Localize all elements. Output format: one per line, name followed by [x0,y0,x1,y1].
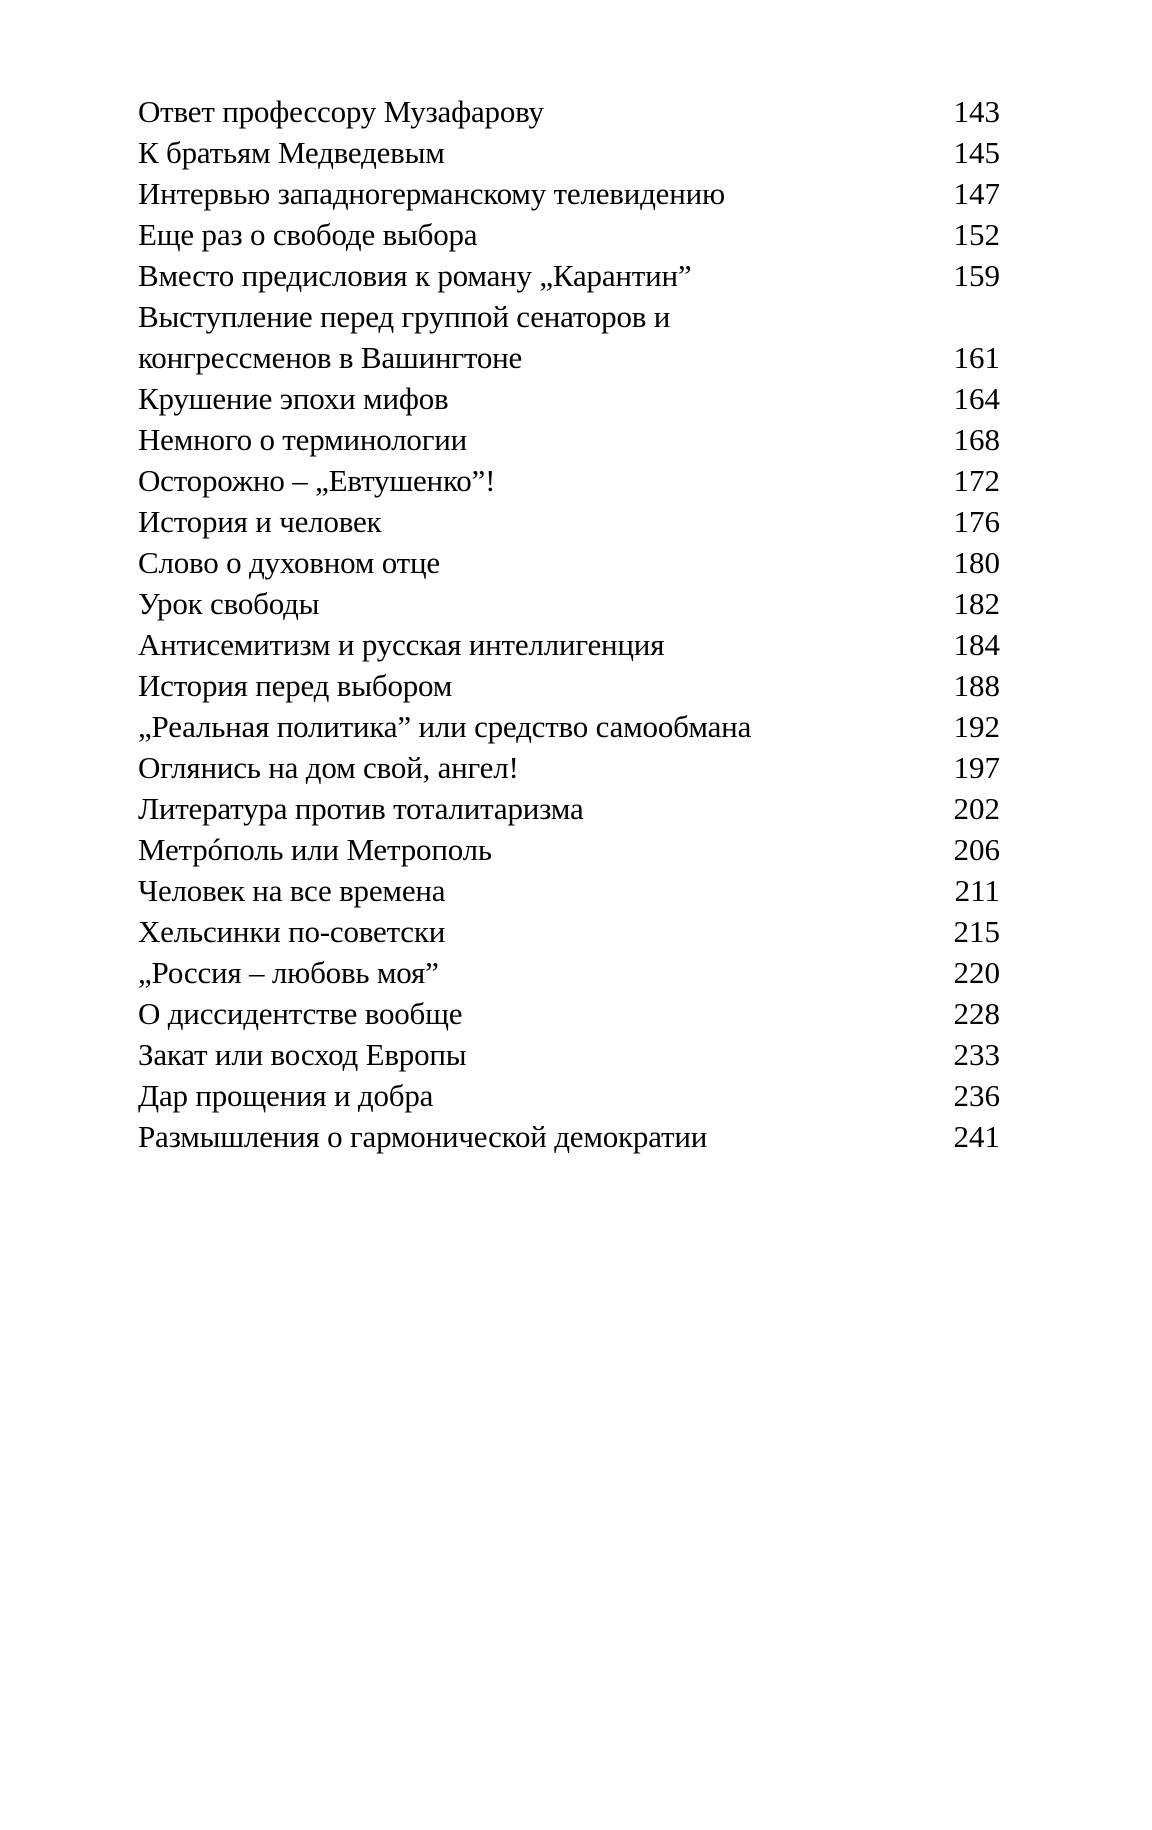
toc-entry-page-number: 143 [953,94,1000,129]
toc-entry [138,378,1006,419]
toc-entry-title: „Россия – любовь моя” [138,955,439,990]
toc-entry-title: Метрóполь или Метрополь [138,832,492,867]
toc-entry [138,542,1006,583]
toc-entry-page-number: 197 [953,750,1000,785]
toc-entry-page-number: 192 [953,709,1000,744]
toc-entry-title: Еще раз о свободе выбора [138,217,478,252]
toc-entry-page-number: 241 [953,1119,1000,1154]
toc-entry-title: Интервью западногерманскому телевидению [138,176,725,211]
toc-entry-page-number: 161 [953,340,1000,375]
toc-entry [138,870,1006,911]
toc-entry [138,788,1006,829]
toc-entry-title: Немного о терминологии [138,422,467,457]
toc-entry-title: Оглянись на дом свой, ангел! [138,750,519,785]
toc-entry-title: Антисемитизм и русская интеллигенция [138,627,665,662]
toc-entry [138,173,1006,214]
toc-entry-page-number: 147 [953,176,1000,211]
toc-entry-title: Вместо предисловия к роману „Карантин” [138,258,692,293]
toc-entry [138,624,1006,665]
toc-entry [138,583,1006,624]
toc-entry-page-number: 176 [953,504,1000,539]
toc-entry-title: Осторожно – „Евтушенко”! [138,463,496,498]
toc-entry-page-number: 152 [953,217,1000,252]
toc-entry-title: „Реальная политика” или средство самообмана [138,709,752,744]
toc-entry-title: Дар прощения и добра [138,1078,434,1113]
toc-entry-page-number: 202 [953,791,1000,826]
toc-entry-title: Литература против тоталитаризма [138,791,584,826]
toc-entry [138,91,1006,132]
toc-entry-page-number: 184 [953,627,1000,662]
toc-entry-page-number: 145 [953,135,1000,170]
toc-entry [138,214,1006,255]
toc-entry [138,255,1006,296]
toc-entry [138,706,1006,747]
toc-entry-page-number: 172 [953,463,1000,498]
toc-entry [138,501,1006,542]
toc-entry-title: Ответ профессору Музафарову [138,94,544,129]
toc-entry-title: Размышления о гармонической демократии [138,1119,708,1154]
toc-entry [138,296,1006,378]
toc-entry [138,911,1006,952]
toc-entry-page-number: 236 [953,1078,1000,1113]
toc-entry-page-number: 215 [953,914,1000,949]
toc-entry [138,829,1006,870]
toc-entry [138,1075,1006,1116]
toc-entry-page-number: 220 [953,955,1000,990]
toc-entry-title: История перед выбором [138,668,453,703]
toc-entry-title: Хельсинки по-советски [138,914,446,949]
toc-entry [138,747,1006,788]
toc-entry [138,460,1006,501]
table-of-contents [138,91,1006,1157]
toc-entry-page-number: 159 [953,258,1000,293]
toc-entry-title: История и человек [138,504,382,539]
toc-entry [138,1034,1006,1075]
toc-entry [138,419,1006,460]
toc-entry-page-number: 164 [953,381,1000,416]
toc-entry [138,132,1006,173]
toc-entry-title: конгрессменов в Вашингтоне [138,340,523,375]
toc-entry-title: Слово о духовном отце [138,545,440,580]
toc-entry-title: Выступление перед группой сенаторов и [138,299,671,334]
toc-entry-page-number: 211 [954,873,1000,908]
toc-entry [138,1116,1006,1157]
toc-entry-page-number: 182 [953,586,1000,621]
toc-entry-page-number: 206 [953,832,1000,867]
toc-entry-title: К братьям Медведевым [138,135,445,170]
toc-entry-page-number: 228 [953,996,1000,1031]
toc-entry-page-number: 188 [953,668,1000,703]
toc-entry [138,665,1006,706]
toc-entry [138,952,1006,993]
toc-entry-title: Крушение эпохи мифов [138,381,449,416]
toc-entry [138,993,1006,1034]
toc-entry-page-number: 180 [953,545,1000,580]
toc-entry-page-number: 233 [953,1037,1000,1072]
toc-entry-title: Урок свободы [138,586,320,621]
toc-entry-title: Закат или восход Европы [138,1037,467,1072]
toc-entry-title: О диссидентстве вообще [138,996,463,1031]
toc-entry-page-number: 168 [953,422,1000,457]
toc-entry-title: Человек на все времена [138,873,446,908]
